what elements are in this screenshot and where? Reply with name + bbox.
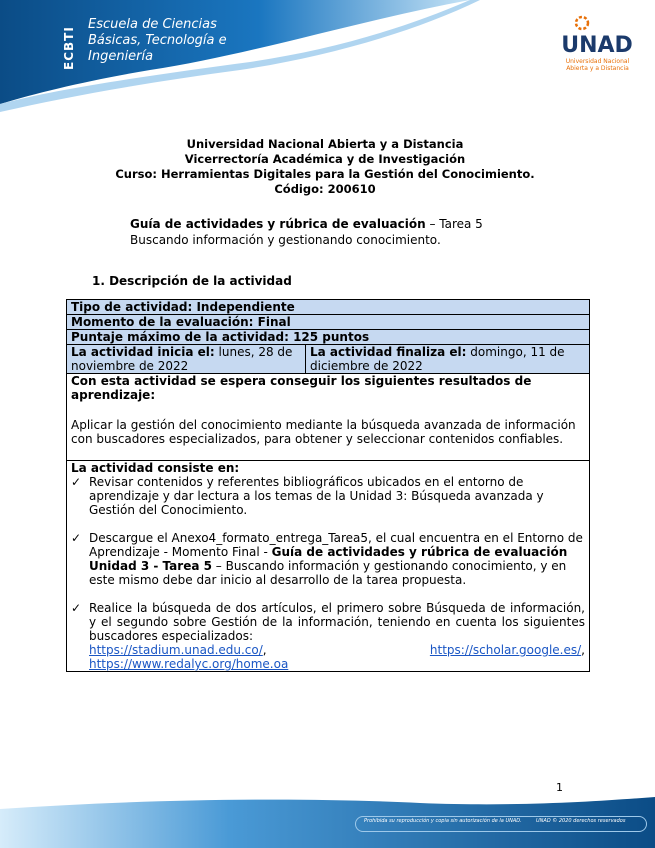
link-stadium[interactable]: https://stadium.unad.edu.co/: [89, 643, 263, 657]
table-row: [67, 315, 590, 330]
check-icon: ✓: [71, 475, 82, 489]
table-row: [67, 300, 590, 315]
start-date: La actividad inicia el: lunes, 28 de noviembre de 2022: [67, 345, 306, 374]
page-number: 1: [556, 781, 563, 794]
university-title: Universidad Nacional Abierta y a Distancia: [186, 137, 464, 151]
course-title: Curso: Herramientas Digitales para la Gestión del Conocimiento.: [115, 167, 535, 181]
activity-table: [66, 299, 590, 672]
check-icon: ✓: [71, 531, 82, 545]
max-score: Puntaje máximo de la actividad: 125 puntos: [67, 330, 590, 345]
list-item: ✓ Realice la búsqueda de dos artículos, el primero sobre Búsqueda de información, y el segundo sobre Gestión de la información, teniendo en cuenta los siguientes buscadores especializados: https://stadium.unad.edu.co/, https://scholar.google.es/, https://www.redalyc.org/home.oa: [71, 601, 585, 671]
link-scholar[interactable]: https://scholar.google.es/: [429, 643, 582, 657]
list-item: ✓ Revisar contenidos y referentes bibliográficos ubicados en el entorno de aprendizaje y dar lectura a los temas de la Unidad 3: Búsqueda avanzada y Gestión del Conocimiento.: [71, 475, 544, 517]
page-header: [0, 0, 655, 115]
table-row: [67, 461, 590, 672]
learning-outcomes: Con esta actividad se espera conseguir los siguientes resultados de aprendizaje: Aplicar la gestión del conocimiento mediante la búsqueda avanzada de información con buscadores especializados, para obtener y seleccionar contenidos confiables.: [67, 374, 590, 461]
ecbti-label: ECBTI: [62, 26, 76, 70]
course-code: Código: 200610: [274, 182, 376, 196]
document-titles: [60, 137, 590, 197]
activity-type: Tipo de actividad: Independiente: [67, 300, 590, 315]
school-name: Escuela de Ciencias Básicas, Tecnología e Ingeniería: [88, 17, 227, 64]
unad-logo: [560, 14, 635, 74]
outcome-text: Aplicar la gestión del conocimiento mediante la búsqueda avanzada de información con buscadores especializados, para obtener y seleccionar contenidos confiables.: [71, 418, 576, 446]
table-row: [67, 330, 590, 345]
link-redalyc[interactable]: https://www.redalyc.org/home.oa: [89, 657, 289, 671]
end-date: La actividad finaliza el: domingo, 11 de diciembre de 2022: [306, 345, 590, 374]
table-row: [67, 345, 590, 374]
list-item: ✓ Descargue el Anexo4_formato_entrega_Tarea5, el cual encuentra en el Entorno de Aprendizaje - Momento Final - Guía de actividades y rúbrica de evaluación Unidad 3 - Tarea 5 – Buscando información y gestionando conocimiento, y en este mismo debe dar inicio al desarrollo de la tarea propuesta.: [71, 531, 583, 587]
evaluation-moment: Momento de la evaluación: Final: [67, 315, 590, 330]
unad-logo-icon: [560, 14, 635, 58]
logo-subtitle: Universidad Nacional Abierta y a Distancia: [565, 58, 630, 72]
logo-wordmark: UNAD: [561, 33, 633, 58]
check-icon: ✓: [71, 601, 82, 615]
section-heading: 1. Descripción de la actividad: [92, 274, 292, 288]
table-row: [67, 374, 590, 461]
guide-title: Guía de actividades y rúbrica de evaluación – Tarea 5 Buscando información y gestionando conocimiento.: [130, 217, 483, 247]
activity-steps: La actividad consiste en: ✓ Revisar contenidos y referentes bibliográficos ubicados en el entorno de aprendizaje y dar lectura a los temas de la Unidad 3: Búsqueda avanzada y Gestión del Conocimiento. ✓ Descargue el Anexo4_formato_entrega_Tarea5, el cual encuentra en el Entorno de Aprendizaje - Momento Final - Guía de actividades y rúbrica de evaluación Unidad 3 - Tarea 5 – Buscando información y gestionando conocimiento, y en este mismo debe dar inicio al desarrollo de la tarea propuesta. ✓ Realice la búsqueda de dos artículos, el primero sobre Búsqueda de información, y el segundo sobre Gestión de la información, teniendo en cuenta los siguientes buscadores especializados: https://stadium.unad.edu.co/, https://scholar.google.es/, https://www.redalyc.org/home.oa: [67, 461, 590, 672]
page-footer: [0, 795, 655, 848]
footer-rights: UNAD © 2020 derechos reservados: [536, 818, 626, 824]
vicerrectoria-title: Vicerrectoría Académica y de Investigación: [184, 152, 466, 166]
footer-copyright-notice: Prohibida su reproducción y copia sin autorización de la UNAD.: [364, 818, 522, 824]
